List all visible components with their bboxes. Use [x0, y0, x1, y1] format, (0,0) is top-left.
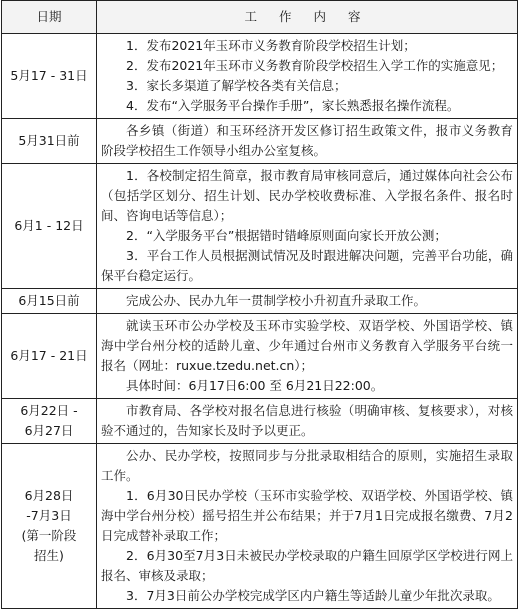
table-header-row — [2, 1, 518, 34]
content-paragraph: 完成公办、民办九年一贯制学校小升初直升录取工作。 — [126, 293, 427, 308]
content-paragraph: 市教育局、各学校对报名信息进行核验（明确审核、复核要求），对核验不通过的，告知家长及时予以更正。 — [101, 403, 513, 438]
enrollment-schedule-table — [1, 0, 518, 609]
content-paragraph: 就读玉环市公办学校及玉环市实验学校、双语学校、外国语学校、镇海中学台州分校的适龄儿童、少年通过台州市义务教育入学服务平台统一报名（网址：ruxue.tzedu.net.cn）； — [101, 318, 513, 373]
row-date — [2, 289, 97, 314]
date-line: 6月22日 - — [20, 403, 78, 418]
row-content — [97, 164, 518, 289]
row-date — [2, 444, 97, 609]
content-paragraph: 2．“入学服务平台”根据错时错峰原则面向家长开放公测； — [126, 228, 447, 243]
content-paragraph: 2．发布2021年玉环市义务教育阶段学校招生入学工作的实施意见； — [126, 58, 504, 73]
content-paragraph: 1．发布2021年玉环市义务教育阶段学校招生计划； — [126, 38, 416, 53]
content-paragraph: 2．6月30至7月3日未被民办学校录取的户籍生回原学区学校进行网上报名、审核及录取； — [101, 548, 513, 583]
row-content — [97, 399, 518, 444]
row-content — [97, 444, 518, 609]
table-row — [2, 34, 518, 119]
row-date — [2, 34, 97, 119]
content-paragraph: 4．发布“入学服务平台操作手册”，家长熟悉报名操作流程。 — [126, 98, 460, 113]
header-content: 工 作 内 容 — [97, 1, 518, 34]
date-line: 6月15日前 — [18, 293, 80, 308]
date-line: 5月17 - 31日 — [10, 68, 88, 83]
row-content — [97, 34, 518, 119]
content-paragraph: 3．7月3日前公办学校完成学区内户籍生等适龄儿童少年批次录取。 — [126, 588, 500, 603]
table-row — [2, 164, 518, 289]
row-date — [2, 119, 97, 164]
table-row — [2, 314, 518, 399]
content-paragraph: 1．6月30日民办学校（玉环市实验学校、双语学校、外国语学校、镇海中学台州分校）摇号招生并公布结果；并于7月1日完成报名缴费、7月2日完成替补录取工作； — [101, 488, 513, 543]
content-paragraph: 具体时间：6月17日6:00 至 6月21日22:00。 — [126, 378, 384, 393]
date-line: 6月27日 — [24, 423, 74, 438]
row-date — [2, 314, 97, 399]
date-line: 招生) — [34, 548, 64, 563]
row-content — [97, 119, 518, 164]
row-date — [2, 399, 97, 444]
content-paragraph: 公办、民办学校，按照同步与分批录取相结合的原则，实施招生录取工作。 — [101, 448, 513, 483]
content-paragraph: 3．平台工作人员根据测试情况及时跟进解决问题，完善平台功能，确保平台稳定运行。 — [101, 248, 513, 283]
row-content — [97, 289, 518, 314]
date-line: -7月3日 — [26, 508, 72, 523]
table-row — [2, 119, 518, 164]
date-line: 6月28日 — [24, 488, 74, 503]
row-content — [97, 314, 518, 399]
date-line: 6月1 - 12日 — [14, 218, 84, 233]
date-line: (第一阶段 — [21, 528, 77, 543]
header-date: 日期 — [2, 1, 97, 34]
table-row — [2, 399, 518, 444]
content-paragraph: 各乡镇（街道）和玉环经济开发区修订招生政策文件，报市义务教育阶段学校招生工作领导小组办公室复核。 — [101, 123, 513, 158]
content-paragraph: 1．各校制定招生简章，报市教育局审核同意后，通过媒体向社会公布（包括学区划分、招生计划、民办学校收费标准、入学报名条件、报名时间、咨询电话等信息）； — [101, 168, 513, 223]
table-row — [2, 444, 518, 609]
content-paragraph: 3．家长多渠道了解学校各类有关信息； — [126, 78, 347, 93]
row-date — [2, 164, 97, 289]
date-line: 6月17 - 21日 — [10, 348, 88, 363]
date-line: 5月31日前 — [18, 133, 80, 148]
table-row — [2, 289, 518, 314]
